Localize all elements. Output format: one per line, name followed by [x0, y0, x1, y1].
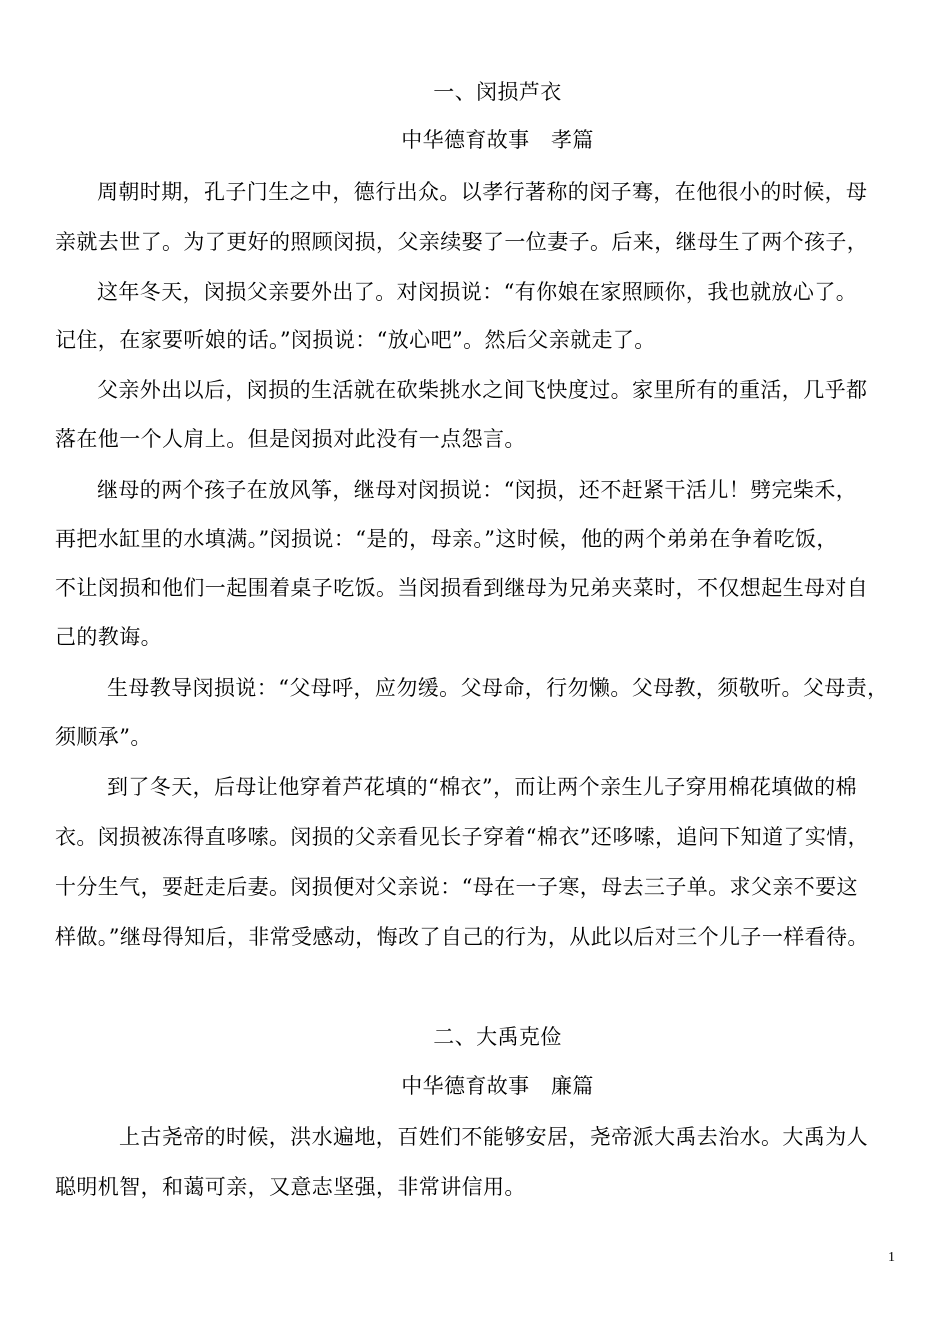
paragraph-line: 己的教诲。	[55, 625, 162, 649]
paragraph-line: 上古尧帝的时候，洪水遍地，百姓们不能够安居，尧帝派大禹去治水。大禹为人	[119, 1125, 868, 1149]
section-subtitle: 中华德育故事 孝篇	[401, 128, 594, 152]
paragraph-line: 再把水缸里的水填满。”闵损说：“是的，母亲。”这时候，他的两个弟弟在争着吃饭，	[55, 527, 838, 551]
paragraph-line: 这年冬天，闵损父亲要外出了。对闵损说：“有你娘在家照顾你，我也就放心了。	[97, 280, 858, 304]
paragraph-line: 亲就去世了。为了更好的照顾闵损，父亲续娶了一位妻子。后来，继母生了两个孩子，	[55, 230, 869, 254]
paragraph-line: 落在他一个人肩上。但是闵损对此没有一点怨言。	[55, 427, 526, 451]
paragraph-line: 样做。”继母得知后，非常受感动，悔改了自己的行为，从此以后对三个儿子一样看待。	[55, 925, 869, 949]
paragraph-line: 记住，在家要听娘的话。”闵损说：“放心吧”。然后父亲就走了。	[55, 328, 656, 352]
section-title: 一、闵损芦衣	[433, 80, 562, 104]
section-subtitle: 中华德育故事 廉篇	[401, 1074, 594, 1098]
paragraph-line: 衣。闵损被冻得直哆嗦。闵损的父亲看见长子穿着“棉衣”还哆嗦，追问下知道了实情，	[55, 825, 870, 849]
section-title: 二、大禹克俭	[433, 1025, 562, 1049]
paragraph-line: 父亲外出以后，闵损的生活就在砍柴挑水之间飞快度过。家里所有的重活，几乎都	[97, 378, 868, 402]
paragraph-line: 须顺承”。	[55, 725, 152, 749]
page-number: 1	[888, 1250, 895, 1265]
paragraph-line: 十分生气，要赶走后妻。闵损便对父亲说：“母在一子寒，母去三子单。求父亲不要这	[55, 875, 858, 899]
paragraph-line: 生母教导闵损说：“父母呼，应勿缓。父母命，行勿懒。父母教，须敬听。父母责，	[107, 676, 889, 700]
paragraph-line: 到了冬天，后母让他穿着芦花填的“棉衣”，而让两个亲生儿子穿用棉花填做的棉	[107, 775, 857, 799]
paragraph-line: 周朝时期，孔子门生之中，德行出众。以孝行著称的闵子骞，在他很小的时候，母	[97, 180, 868, 204]
paragraph-line: 不让闵损和他们一起围着桌子吃饭。当闵损看到继母为兄弟夹菜时，不仅想起生母对自	[55, 576, 869, 600]
paragraph-line: 聪明机智，和蔼可亲，又意志坚强，非常讲信用。	[55, 1175, 526, 1199]
paragraph-line: 继母的两个孩子在放风筝，继母对闵损说：“闵损，还不赶紧干活儿！劈完柴禾，	[97, 478, 858, 502]
